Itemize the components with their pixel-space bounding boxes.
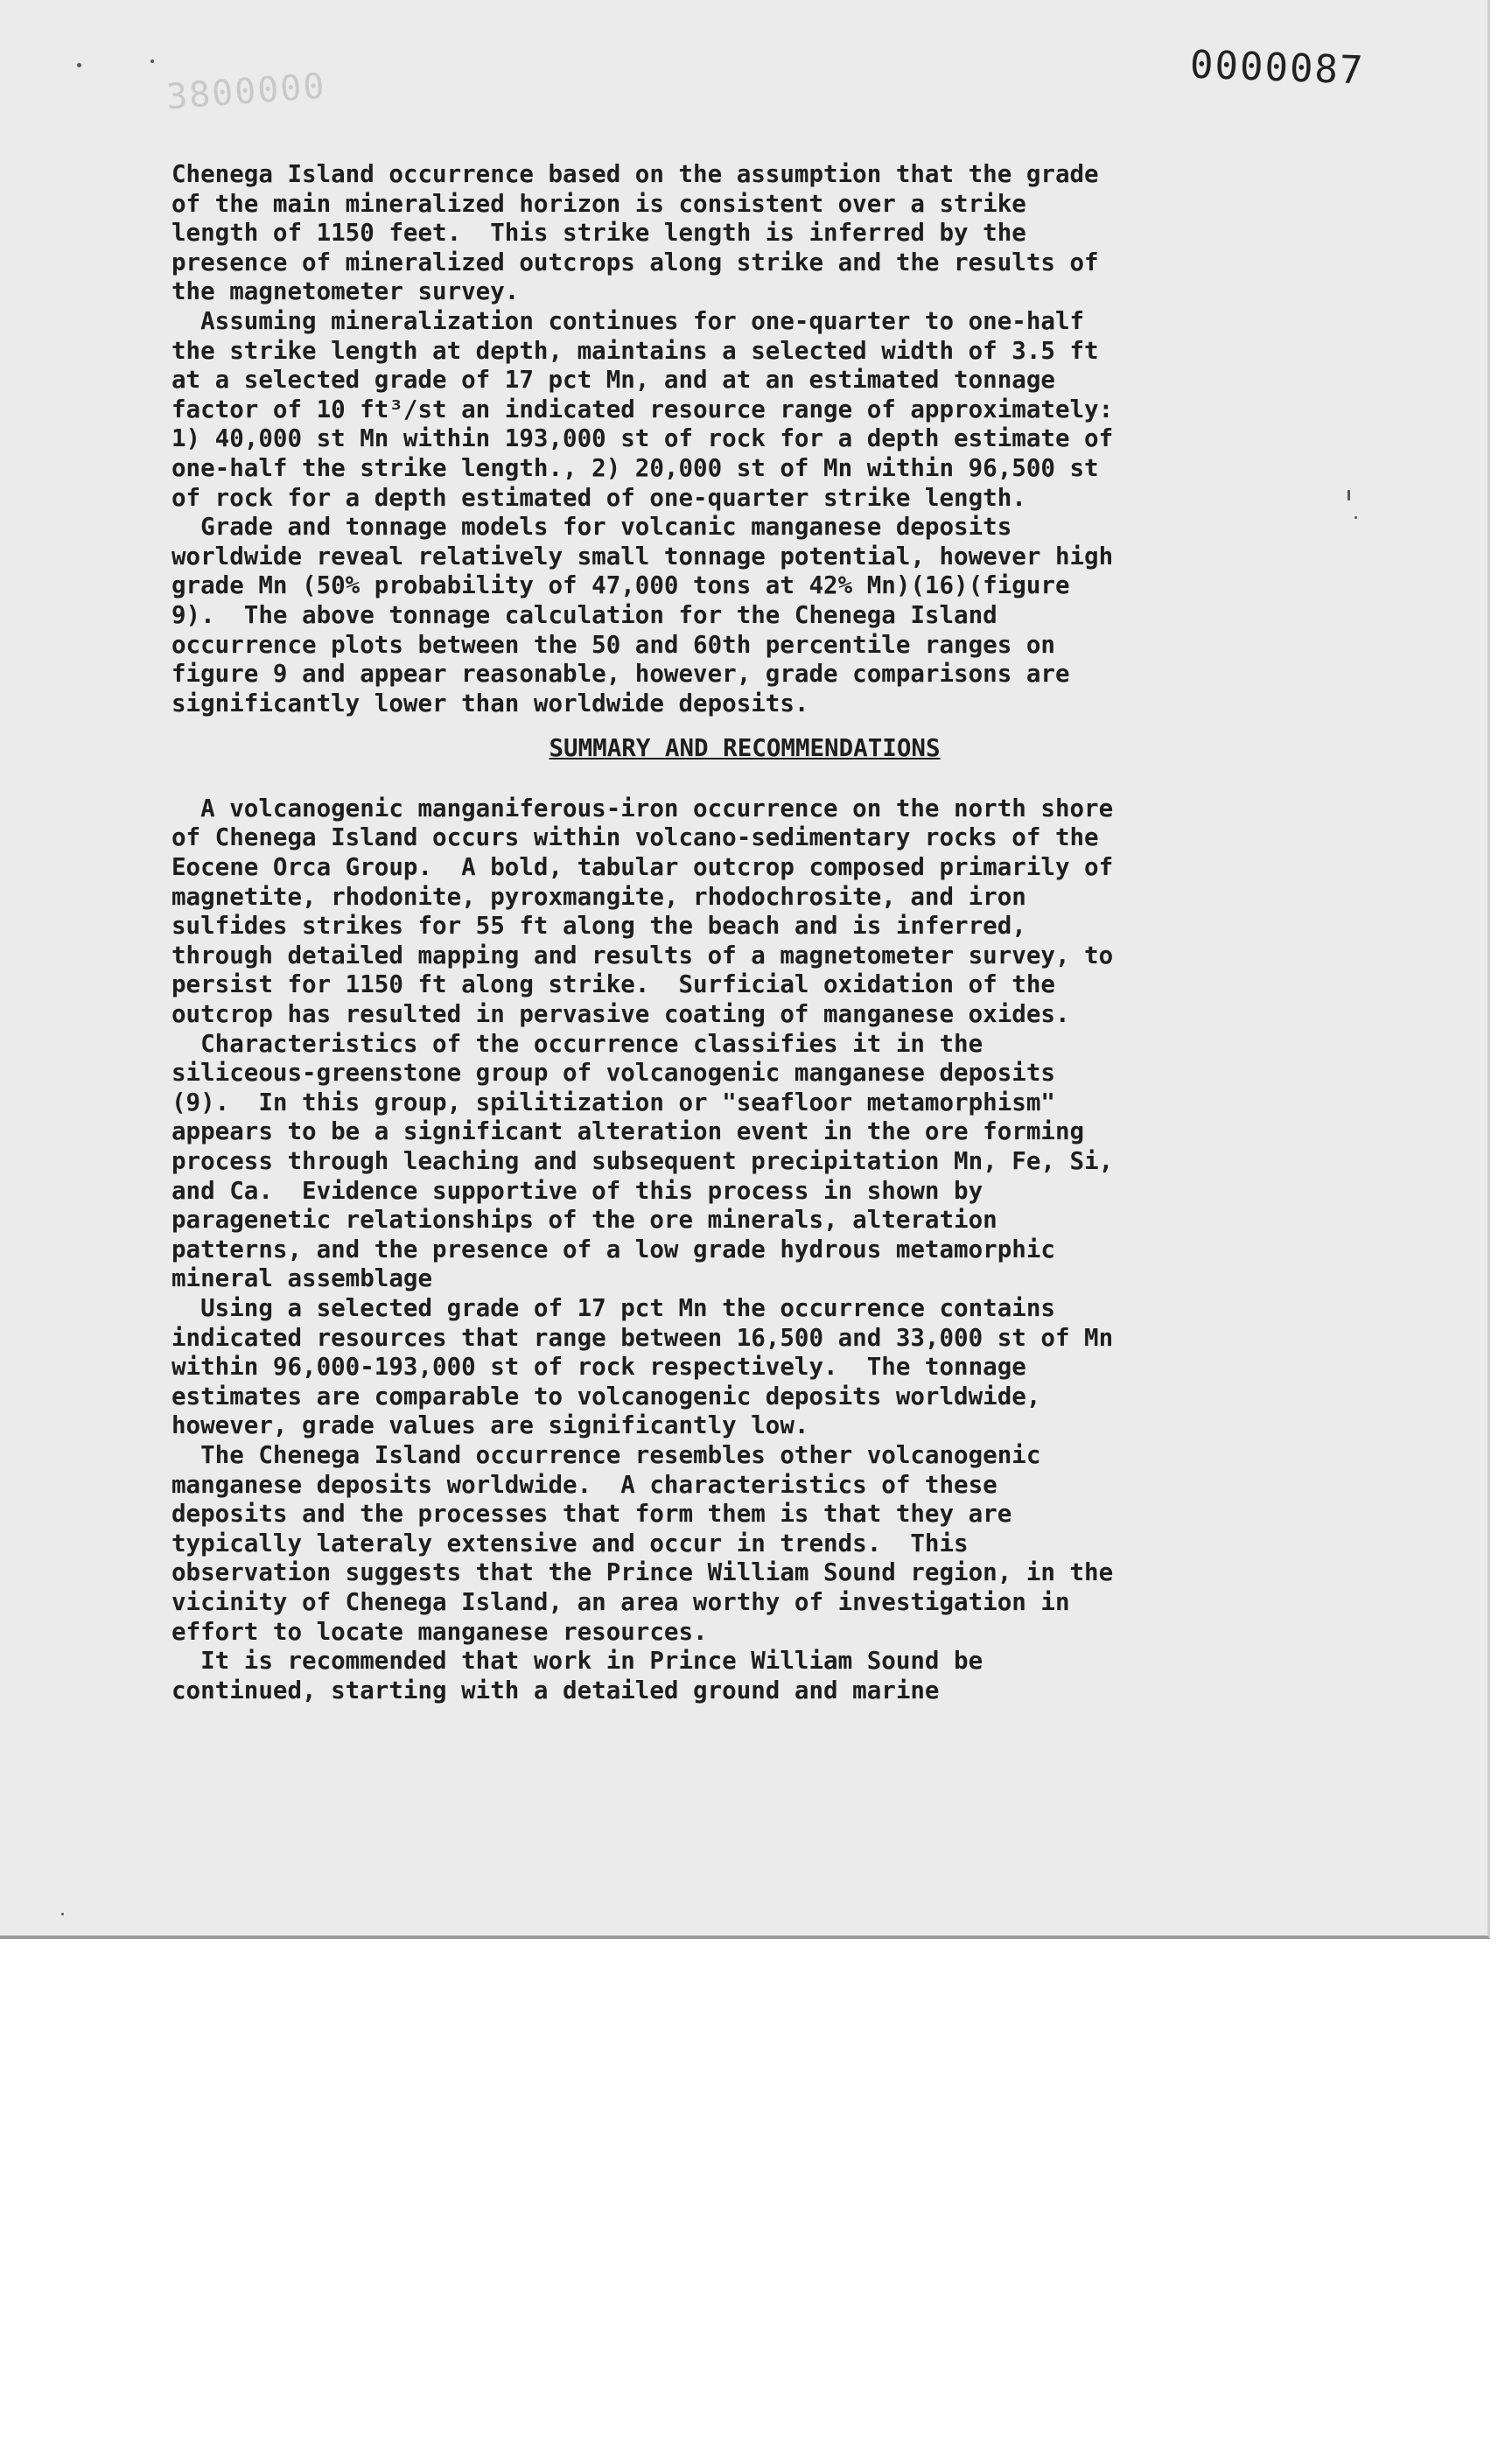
paragraph bbox=[172, 513, 1318, 718]
text-line: 9). The above tonnage calculation for the Chenega Island bbox=[172, 600, 998, 629]
text-line: typically lateraly extensive and occur in trends. This bbox=[172, 1529, 969, 1558]
text-line: Characteristics of the occurrence classifies it in the bbox=[172, 1029, 984, 1058]
text-line: appears to be a significant alteration event in the ore forming bbox=[172, 1117, 1085, 1146]
page-number: 0000087 bbox=[1189, 42, 1366, 94]
text-line: patterns, and the presence of a low grade hydrous metamorphic bbox=[172, 1235, 1055, 1264]
spacer bbox=[172, 718, 1318, 734]
text-line: one-half the strike length., 2) 20,000 st of Mn within 96,500 st bbox=[172, 453, 1099, 482]
text-line: the magnetometer survey. bbox=[172, 277, 520, 306]
text-line: however, grade values are significantly low. bbox=[172, 1411, 809, 1440]
text-line: of Chenega Island occurs within volcano-sedimentary rocks of the bbox=[172, 823, 1099, 852]
text-line: magnetite, rhodonite, pyroxmangite, rhodochrosite, and iron bbox=[172, 882, 1026, 911]
body-text bbox=[172, 160, 1318, 1705]
text-line: observation suggests that the Prince William Sound region, in the bbox=[172, 1558, 1114, 1587]
text-line: process through leaching and subsequent precipitation Mn, Fe, Si, bbox=[172, 1147, 1114, 1175]
text-line: at a selected grade of 17 pct Mn, and at an estimated tonnage bbox=[172, 366, 1055, 395]
text-line: vicinity of Chenega Island, an area worthy of investigation in bbox=[172, 1587, 1070, 1616]
text-line: Using a selected grade of 17 pct Mn the occurrence contains bbox=[172, 1293, 1055, 1322]
text-line: outcrop has resulted in pervasive coating of manganese oxides. bbox=[172, 1000, 1070, 1029]
paragraph bbox=[172, 1294, 1318, 1441]
text-line: of the main mineralized horizon is consistent over a strike bbox=[172, 189, 1026, 218]
scan-speck bbox=[61, 1913, 64, 1915]
text-line: (9). In this group, spilitization or "seafloor metamorphism" bbox=[172, 1088, 1055, 1116]
text-line: indicated resources that range between 16,500 and 33,000 st of Mn bbox=[172, 1323, 1114, 1352]
text-line: siliceous-greenstone group of volcanogenic manganese deposits bbox=[172, 1059, 1055, 1088]
text-line: estimates are comparable to volcanogenic deposits worldwide, bbox=[172, 1382, 1041, 1410]
text-line: A volcanogenic manganiferous-iron occurrence on the north shore bbox=[172, 794, 1114, 822]
scan-speck bbox=[1354, 516, 1357, 519]
text-line: of rock for a depth estimated of one-quarter strike length. bbox=[172, 483, 1026, 512]
text-line: presence of mineralized outcrops along strike and the results of bbox=[172, 248, 1099, 276]
paragraph bbox=[172, 794, 1318, 1030]
paragraph bbox=[172, 1030, 1318, 1294]
paragraph bbox=[172, 1647, 1318, 1705]
text-line: the strike length at depth, maintains a selected width of 3.5 ft bbox=[172, 336, 1099, 365]
paragraph bbox=[172, 160, 1318, 307]
scan-speck bbox=[1348, 490, 1350, 500]
text-line: Eocene Orca Group. A bold, tabular outcrop composed primarily of bbox=[172, 853, 1114, 882]
text-line: grade Mn (50% probability of 47,000 tons at 42% Mn)(16)(figure bbox=[172, 571, 1070, 600]
text-line: It is recommended that work in Prince William Sound be bbox=[172, 1647, 984, 1676]
text-line: The Chenega Island occurrence resembles other volcanogenic bbox=[172, 1440, 1041, 1469]
text-line: within 96,000-193,000 st of rock respectively. The tonnage bbox=[172, 1353, 1026, 1382]
text-line: and Ca. Evidence supportive of this process in shown by bbox=[172, 1176, 984, 1205]
text-line: mineral assemblage bbox=[172, 1264, 433, 1293]
text-line: effort to locate manganese resources. bbox=[172, 1617, 708, 1646]
text-line: persist for 1150 ft along strike. Surficial oxidation of the bbox=[172, 970, 1055, 999]
section-heading: SUMMARY AND RECOMMENDATIONS bbox=[549, 734, 941, 763]
spacer bbox=[172, 764, 1318, 794]
section-after-heading bbox=[172, 794, 1318, 1705]
text-line: occurrence plots between the 50 and 60th percentile ranges on bbox=[172, 630, 1055, 659]
scan-speck bbox=[77, 63, 81, 67]
scan-speck bbox=[150, 60, 154, 63]
text-line: 1) 40,000 st Mn within 193,000 st of rock for a depth estimate of bbox=[172, 424, 1114, 453]
text-line: factor of 10 ft³/st an indicated resource range of approximately: bbox=[172, 395, 1114, 424]
text-line: sulfides strikes for 55 ft along the beach and is inferred, bbox=[172, 912, 1026, 941]
text-line: length of 1150 feet. This strike length is inferred by the bbox=[172, 219, 1026, 248]
text-line: paragenetic relationships of the ore minerals, alteration bbox=[172, 1206, 998, 1235]
text-line: Grade and tonnage models for volcanic manganese deposits bbox=[172, 513, 1012, 542]
text-line: figure 9 and appear reasonable, however, grade comparisons are bbox=[172, 660, 1070, 689]
text-line: deposits and the processes that form them is that they are bbox=[172, 1500, 1012, 1529]
text-line: Chenega Island occurrence based on the assumption that the grade bbox=[172, 160, 1099, 188]
text-line: continued, starting with a detailed ground and marine bbox=[172, 1676, 940, 1704]
paragraph bbox=[172, 1441, 1318, 1647]
text-line: worldwide reveal relatively small tonnage potential, however high bbox=[172, 542, 1114, 570]
text-line: significantly lower than worldwide deposits. bbox=[172, 689, 809, 718]
text-line: Assuming mineralization continues for one-quarter to one-half bbox=[172, 306, 1085, 335]
text-line: manganese deposits worldwide. A characteristics of these bbox=[172, 1470, 998, 1499]
text-line: through detailed mapping and results of a magnetometer survey, to bbox=[172, 941, 1114, 970]
paragraph bbox=[172, 307, 1318, 513]
section-before-heading bbox=[172, 160, 1318, 718]
faint-stamp: 3800000 bbox=[164, 66, 327, 118]
